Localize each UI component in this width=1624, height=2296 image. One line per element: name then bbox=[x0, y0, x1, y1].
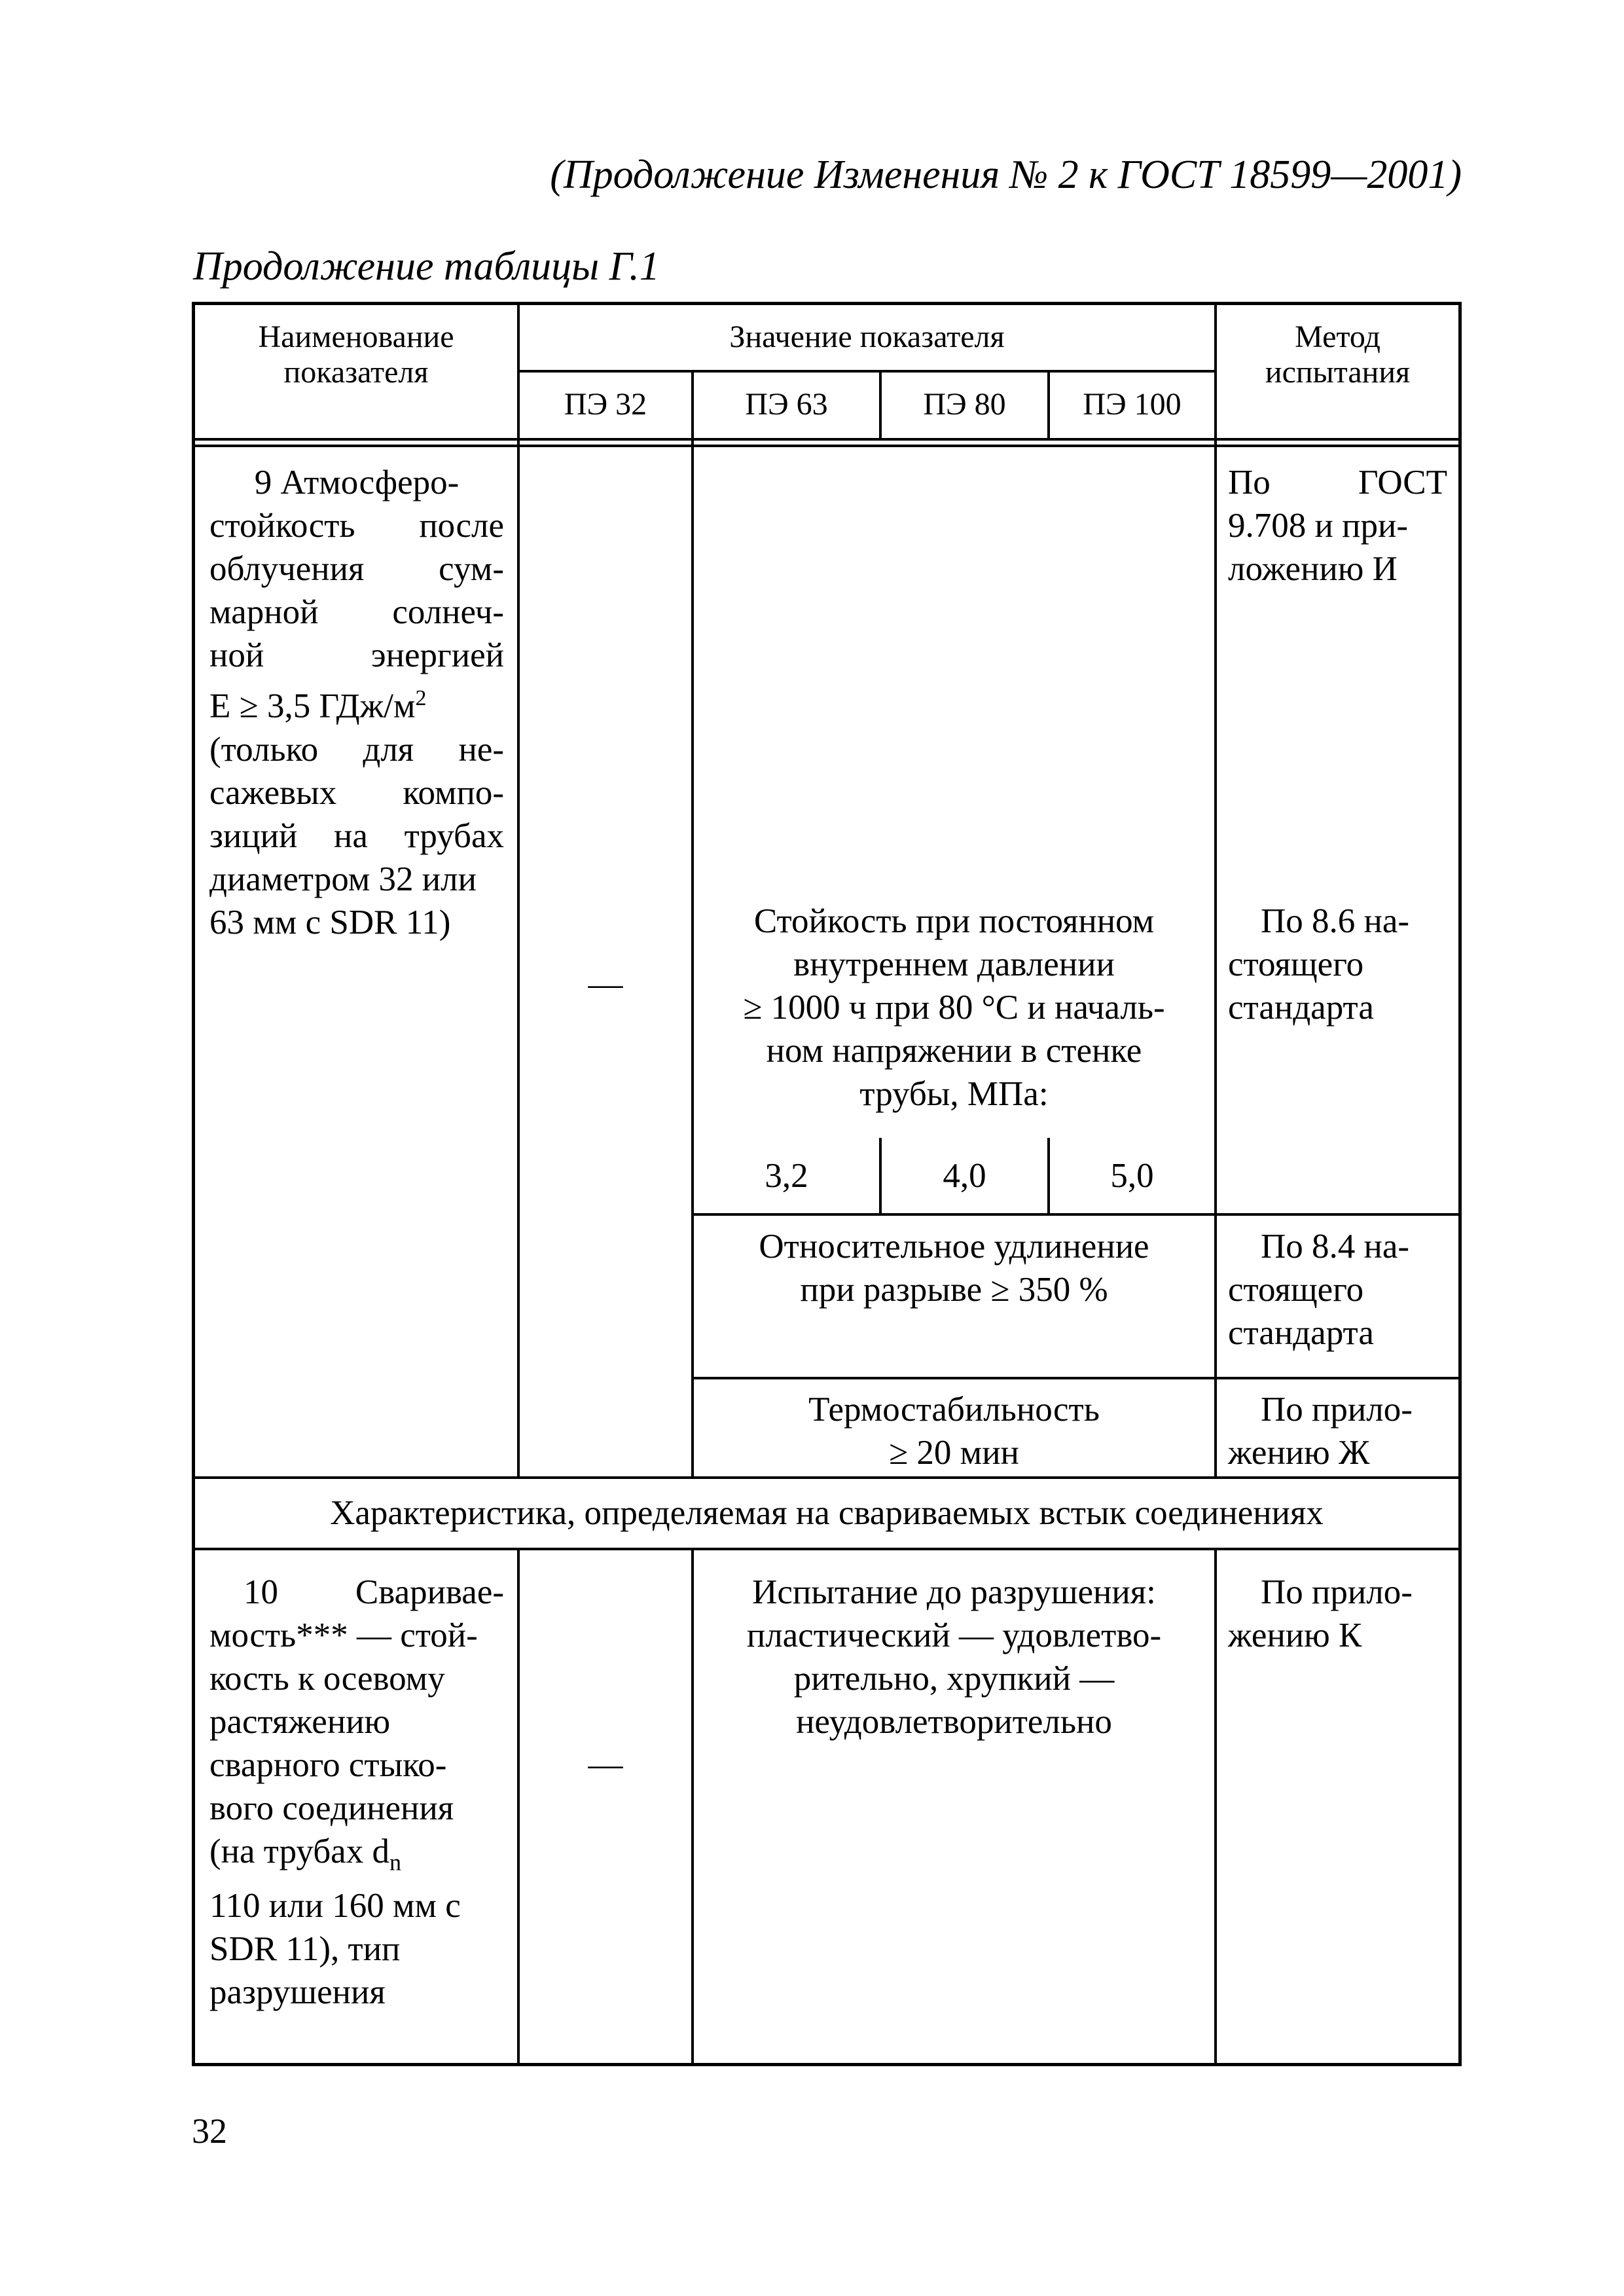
row9-name-line: 63 мм с SDR 11) bbox=[209, 903, 451, 941]
row9-pe80-value: 4,0 bbox=[943, 1157, 986, 1195]
row10-name-line: мость*** — стой- bbox=[209, 1616, 478, 1654]
rule-sub2-bottom bbox=[691, 1377, 1458, 1379]
row9-sub1-line: внутреннем давлении bbox=[793, 945, 1115, 983]
row9-energy-text: Е ≥ 3,5 ГДж/м bbox=[209, 687, 416, 725]
row9-pe100-value: 5,0 bbox=[1110, 1157, 1154, 1195]
row9-sub2-line: при разрыве ≥ 350 % bbox=[800, 1271, 1108, 1309]
row9-sub2-line: Относительное удлинение bbox=[759, 1228, 1149, 1266]
rule-col-name-right-r10 bbox=[517, 1548, 520, 2063]
row9-sub3-line: ≥ 20 мин bbox=[889, 1434, 1019, 1472]
column-header-pe32: ПЭ 32 bbox=[564, 387, 647, 422]
row10-method-line: жению К bbox=[1228, 1616, 1362, 1654]
section-header-welded-joints: Характеристика, определяемая на свариваемых встык соединениях bbox=[330, 1494, 1324, 1532]
row10-name-line: 110 или 160 мм с bbox=[209, 1886, 461, 1925]
row9-sub1-method-line: По 8.6 на- bbox=[1261, 902, 1410, 940]
continuation-header: (Продолжение Изменения № 2 к ГОСТ 18599—2001) bbox=[550, 153, 1462, 197]
column-header-name-line2: показателя bbox=[283, 355, 429, 390]
row10-diameter-subscript: n bbox=[389, 1849, 401, 1876]
row9-method-line: ложению И bbox=[1228, 550, 1398, 588]
row9-name bbox=[209, 461, 504, 944]
row10-text-line: рительно, хрупкий — bbox=[793, 1660, 1115, 1698]
row10-pe32-value: — bbox=[588, 1745, 623, 1783]
row9-pe32-value: — bbox=[588, 965, 623, 1003]
rule-header-bottom-1 bbox=[195, 438, 1458, 441]
row9-name-line: ной энергией bbox=[209, 636, 504, 674]
row9-sub1-line: ном напряжении в стенке bbox=[766, 1032, 1142, 1070]
row9-name-line: сажевых компо- bbox=[209, 773, 504, 812]
row9-name-line-energy bbox=[209, 677, 504, 728]
row9-method-line: По ГОСТ bbox=[1228, 464, 1447, 501]
row9-method-line: 9.708 и при- bbox=[1228, 507, 1408, 545]
row10-text bbox=[694, 1571, 1214, 1743]
column-header-pe63: ПЭ 63 bbox=[745, 387, 828, 422]
row10-name-line-diameter bbox=[209, 1830, 504, 1884]
rule-header-grades bbox=[517, 370, 1214, 373]
row9-name-line: марной солнеч- bbox=[209, 593, 504, 631]
rule-col-values-right-r10 bbox=[1214, 1548, 1217, 2063]
column-header-value-group: Значение показателя bbox=[729, 319, 1005, 354]
rule-col-values-right bbox=[1214, 305, 1217, 1476]
row9-sub3-method-line: По прило- bbox=[1261, 1391, 1413, 1429]
table-caption: Продолжение таблицы Г.1 bbox=[193, 244, 660, 289]
row9-sub1-line: Стойкость при постоянном bbox=[753, 902, 1155, 940]
row9-sub2-text bbox=[694, 1225, 1214, 1311]
row9-sub1-method bbox=[1228, 900, 1447, 1029]
column-header-method-line1: Метод bbox=[1295, 319, 1380, 354]
row9-name-line: зиций на трубах bbox=[209, 816, 504, 855]
row9-sub1-method-line: стоящего bbox=[1228, 945, 1364, 983]
column-header-method bbox=[1217, 319, 1458, 390]
row9-sub1-text bbox=[694, 900, 1214, 1116]
row9-name-line: (только для не- bbox=[209, 730, 504, 769]
table-g1 bbox=[192, 302, 1462, 2066]
row10-text-line: неудовлетворительно bbox=[796, 1703, 1112, 1741]
row9-pe63-value: 3,2 bbox=[765, 1157, 808, 1195]
row10-text-line: Испытание до разрушения: bbox=[752, 1573, 1156, 1611]
row9-sub3-method bbox=[1228, 1388, 1447, 1474]
row10-name-line: 10 Сваривае- bbox=[244, 1573, 504, 1611]
row10-method-line: По прило- bbox=[1261, 1573, 1413, 1611]
row10-name-line: разрушения bbox=[209, 1973, 386, 2011]
row10-method bbox=[1228, 1571, 1447, 1657]
row10-name-line: сварного стыко- bbox=[209, 1746, 447, 1784]
column-header-pe100: ПЭ 100 bbox=[1083, 387, 1182, 422]
row9-sub2-method-line: стоящего bbox=[1228, 1271, 1364, 1309]
column-header-method-line2: испытания bbox=[1265, 355, 1411, 390]
row9-sub3-method-line: жению Ж bbox=[1228, 1434, 1370, 1472]
rule-header-bottom-2 bbox=[195, 445, 1458, 447]
row9-sub1-method-line: стандарта bbox=[1228, 989, 1374, 1027]
row9-sub1-line: трубы, МПа: bbox=[859, 1075, 1049, 1113]
row9-name-line: облучения сум- bbox=[209, 550, 504, 588]
column-header-name bbox=[195, 319, 517, 390]
rule-col-name-right bbox=[517, 305, 520, 1476]
row9-sub1-line: ≥ 1000 ч при 80 °С и началь- bbox=[743, 989, 1165, 1027]
column-header-name-line1: Наименование bbox=[258, 319, 454, 354]
row9-name-line: диаметром 32 или bbox=[209, 860, 477, 898]
row9-sub2-method-line: стандарта bbox=[1228, 1314, 1374, 1352]
row9-method bbox=[1228, 461, 1447, 591]
column-header-pe80: ПЭ 80 bbox=[923, 387, 1006, 422]
row9-sub3-line: Термостабильность bbox=[808, 1391, 1100, 1429]
row9-name-line: 9 Атмосферо- bbox=[254, 464, 460, 501]
row10-text-line: пластический — удовлетво- bbox=[746, 1616, 1162, 1654]
rule-sub1-bottom bbox=[691, 1213, 1458, 1216]
row9-name-line: стойкость после bbox=[209, 507, 504, 545]
row10-name-line: вого соединения bbox=[209, 1789, 454, 1827]
row9-sub2-method bbox=[1228, 1225, 1447, 1355]
page-number: 32 bbox=[192, 2111, 227, 2151]
row10-name-line: SDR 11), тип bbox=[209, 1929, 401, 1968]
row10-name-line: кость к осевому bbox=[209, 1660, 445, 1698]
rule-section-top bbox=[195, 1476, 1458, 1479]
row9-energy-exponent: 2 bbox=[415, 686, 427, 710]
row10-name bbox=[209, 1571, 504, 2014]
row10-name-line: растяжению bbox=[209, 1703, 391, 1741]
row9-sub2-method-line: По 8.4 на- bbox=[1261, 1228, 1410, 1266]
row10-diameter-text: (на трубах d bbox=[209, 1832, 389, 1870]
rule-section-bottom bbox=[195, 1548, 1458, 1550]
row9-sub3-text bbox=[694, 1388, 1214, 1474]
